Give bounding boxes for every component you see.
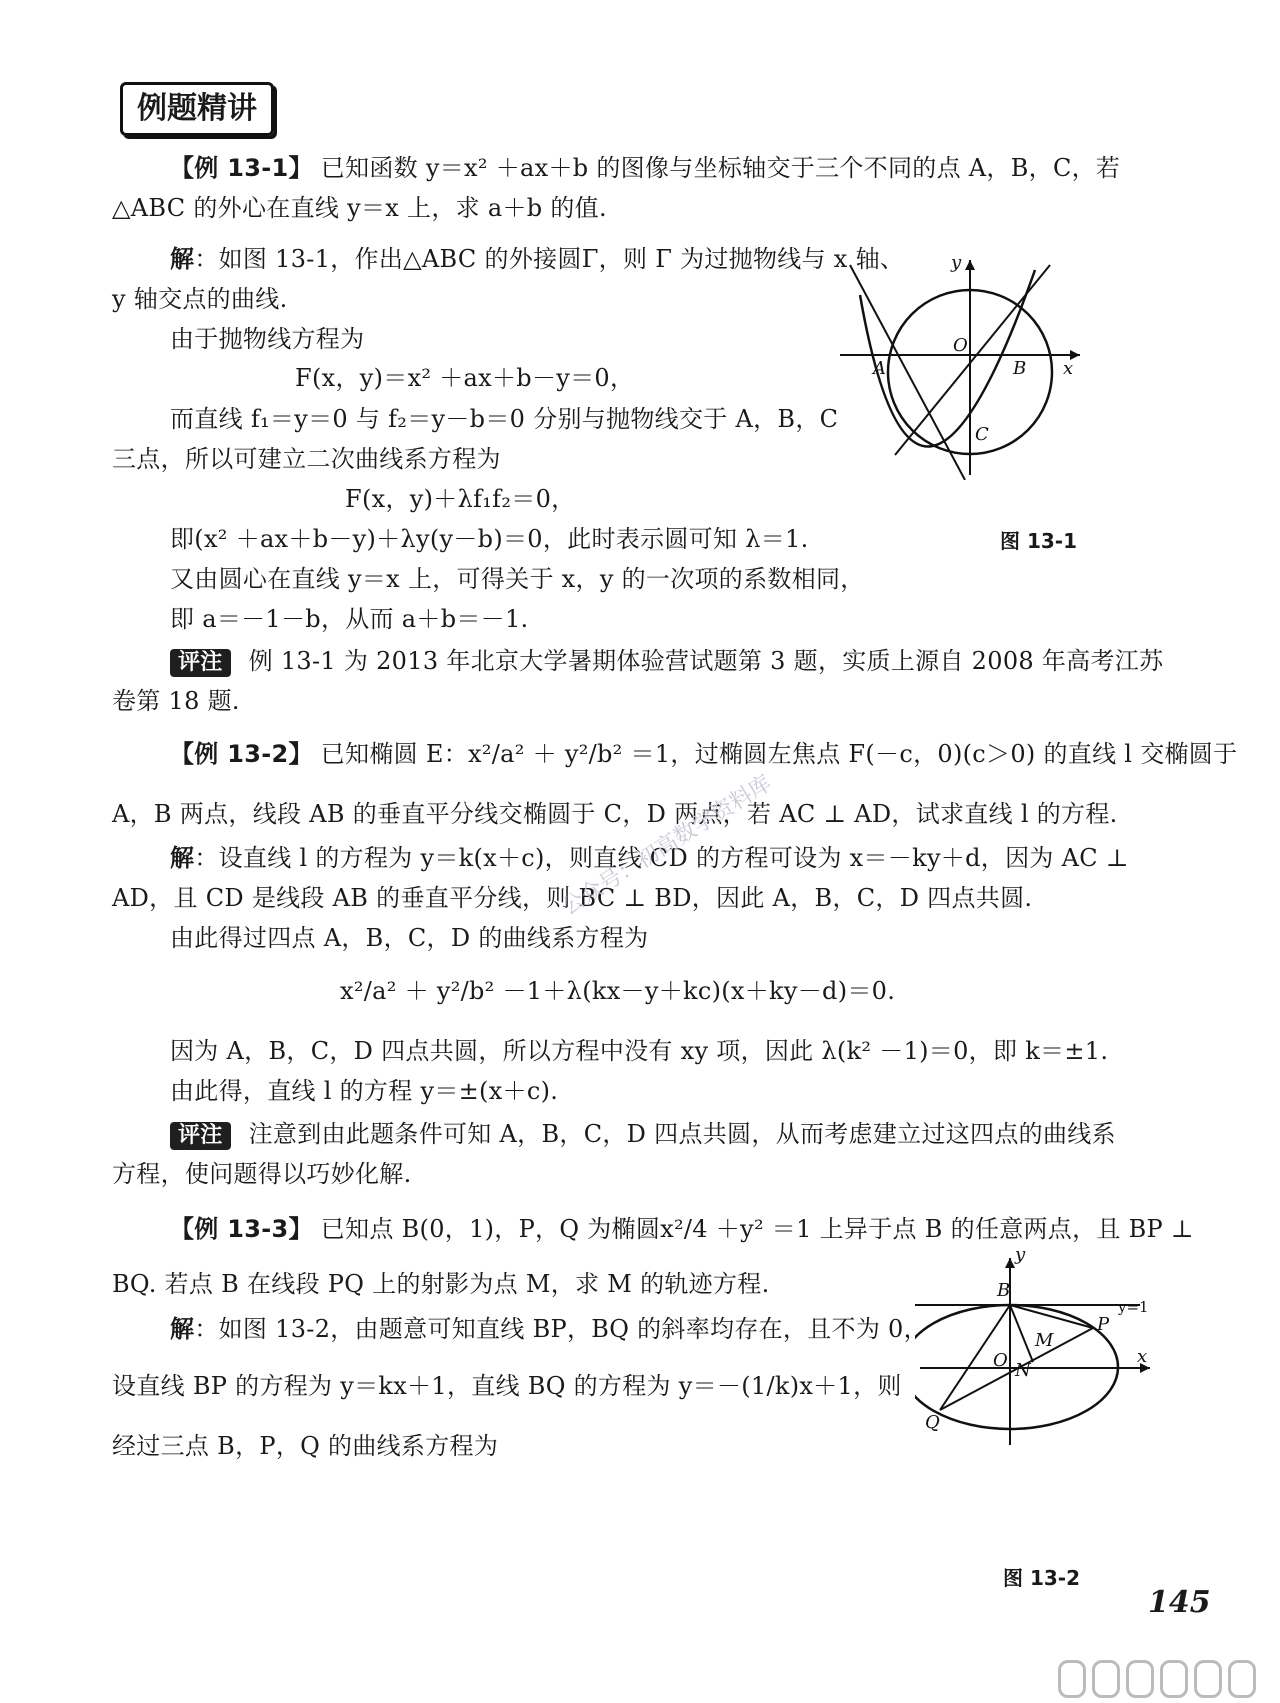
example-3-problem-line-2: BQ. 若点 B 在线段 PQ 上的射影为点 M，求 M 的轨迹方程.: [112, 1270, 770, 1298]
decorative-bar: [1092, 1660, 1120, 1698]
page-number: 145: [1148, 1585, 1211, 1620]
example-1-label: 【例 13-1】: [170, 154, 313, 182]
label-A: A: [873, 358, 886, 379]
example-3-solution-label: 解: [170, 1315, 195, 1343]
example-1-solution-line-6: 三点，所以可建立二次曲线系方程为: [112, 445, 501, 473]
figure-13-1: [835, 250, 1085, 480]
example-1-solution-line-9: 又由圆心在直线 y＝x 上，可得关于 x，y 的一次项的系数相同，: [170, 565, 865, 593]
example-3-solution-line-3: 经过三点 B，P，Q 的曲线系方程为: [112, 1432, 499, 1460]
example-1-equation-1: F(x，y)＝x² ＋ax＋b－y＝0，: [295, 364, 635, 392]
example-2-solution-line-2: AD，且 CD 是线段 AB 的垂直平分线，则 BC ⊥ BD，因此 A，B，C，D 四点共圆.: [112, 884, 1033, 912]
line-1: [850, 265, 965, 480]
example-1-solution-label: 解: [170, 245, 195, 273]
label-Q: Q: [925, 1412, 940, 1433]
label-y-equals-1: y=1: [1118, 1298, 1149, 1316]
example-2-solution-label: 解: [170, 844, 195, 872]
example-2-problem-line-1: 【例 13-2】 已知椭圆 E：x²/a² ＋ y²/b² ＝1，过椭圆左焦点 F(－c，0)(c＞0) 的直线 l 交椭圆于: [170, 740, 1238, 768]
decorative-bar: [1126, 1660, 1154, 1698]
example-3-solution-line-2: 设直线 BP 的方程为 y＝kx＋1，直线 BQ 的方程为 y＝－(1/k)x＋1，则: [112, 1372, 902, 1400]
watermark: 公众号：初高数学资料库: [557, 770, 777, 921]
example-1-solution-line-5: 而直线 f₁＝y＝0 与 f₂＝y－b＝0 分别与抛物线交于 A，B，C: [170, 405, 839, 433]
decorative-bar: [1160, 1660, 1188, 1698]
y-axis-arrow: [965, 260, 975, 270]
example-1-solution-line-8: 即(x² ＋ax＋b－y)＋λy(y－b)＝0，此时表示圆可知 λ＝1.: [170, 525, 809, 553]
label-y: y: [1015, 1250, 1026, 1265]
example-2-label: 【例 13-2】: [170, 740, 313, 768]
example-2-solution-line-6: 由此得，直线 l 的方程 y＝±(x＋c).: [170, 1077, 559, 1105]
segment-BM: [1010, 1305, 1033, 1362]
label-P: P: [1097, 1314, 1110, 1335]
example-1-note-line-1: 评注 例 13-1 为 2013 年北京大学暑期体验营试题第 3 题，实质上源自 2008 年高考江苏: [170, 645, 1163, 677]
parabola: [860, 270, 1035, 446]
label-y: y: [951, 252, 962, 273]
label-O: O: [993, 1350, 1008, 1371]
example-1-solution-line-1: 解：如图 13-1，作出△ABC 的外接圆Γ，则 Γ 为过抛物线与 x 轴、: [170, 245, 905, 273]
decorative-bar: [1058, 1660, 1086, 1698]
example-1-note-badge: 评注: [170, 649, 231, 677]
section-title: 例题精讲: [120, 82, 274, 136]
figure-13-1-caption: 图 13-1: [1000, 529, 1078, 553]
label-C: C: [975, 424, 989, 445]
y-axis-arrow: [1005, 1258, 1015, 1268]
example-2-note-badge: 评注: [170, 1122, 231, 1150]
example-1-solution-line-10: 即 a＝－1－b，从而 a＋b＝－1.: [170, 605, 529, 633]
label-O: O: [953, 335, 968, 356]
example-2-solution-line-1: 解：设直线 l 的方程为 y＝k(x＋c)，则直线 CD 的方程可设为 x＝－ky＋d，因为 AC ⊥: [170, 844, 1129, 872]
label-x: x: [1063, 358, 1074, 379]
line-2: [895, 265, 1050, 455]
label-x: x: [1137, 1346, 1148, 1367]
example-3-solution-line-1: 解：如图 13-2，由题意可知直线 BP，BQ 的斜率均存在，且不为 0，: [170, 1315, 928, 1343]
example-2-solution-line-3: 由此得过四点 A，B，C，D 的曲线系方程为: [170, 924, 649, 952]
example-3-problem-line-1: 【例 13-3】 已知点 B(0，1)，P，Q 为椭圆x²/4 ＋y² ＝1 上异于点 B 的任意两点，且 BP ⊥: [170, 1215, 1194, 1243]
example-1-note-line-2: 卷第 18 题.: [112, 687, 240, 715]
example-1-problem-line-1: 【例 13-1】 已知函数 y＝x² ＋ax＋b 的图像与坐标轴交于三个不同的点 A，B，C，若: [170, 154, 1121, 182]
example-1-problem-line-2: △ABC 的外心在直线 y＝x 上，求 a＋b 的值.: [112, 194, 607, 222]
example-1-equation-2: F(x，y)＋λf₁f₂＝0，: [345, 485, 576, 513]
label-B: B: [1013, 358, 1027, 379]
label-B: B: [997, 1280, 1011, 1301]
example-2-equation: x²/a² ＋ y²/b² －1＋λ(kx－y＋kc)(x＋ky－d)＝0.: [340, 977, 896, 1005]
example-3-label: 【例 13-3】: [170, 1215, 313, 1243]
label-M: M: [1035, 1330, 1054, 1351]
example-2-solution-line-5: 因为 A，B，C，D 四点共圆，所以方程中没有 xy 项，因此 λ(k² －1)＝0，即 k＝±1.: [170, 1037, 1109, 1065]
figure-13-2: [915, 1250, 1165, 1450]
example-1-solution-line-3: 由于抛物线方程为: [170, 325, 365, 353]
example-2-note-line-1: 评注 注意到由此题条件可知 A，B，C，D 四点共圆，从而考虑建立过这四点的曲线系: [170, 1118, 1116, 1150]
example-2-problem-line-2: A，B 两点，线段 AB 的垂直平分线交椭圆于 C，D 两点，若 AC ⊥ AD，试求直线 l 的方程.: [112, 800, 1118, 828]
figure-13-2-caption: 图 13-2: [1003, 1566, 1081, 1590]
decorative-bar: [1228, 1660, 1256, 1698]
example-1-solution-line-2: y 轴交点的曲线.: [112, 285, 288, 313]
example-2-note-line-2: 方程，使问题得以巧妙化解.: [112, 1160, 412, 1188]
decorative-bar: [1194, 1660, 1222, 1698]
label-N: N: [1015, 1360, 1031, 1381]
